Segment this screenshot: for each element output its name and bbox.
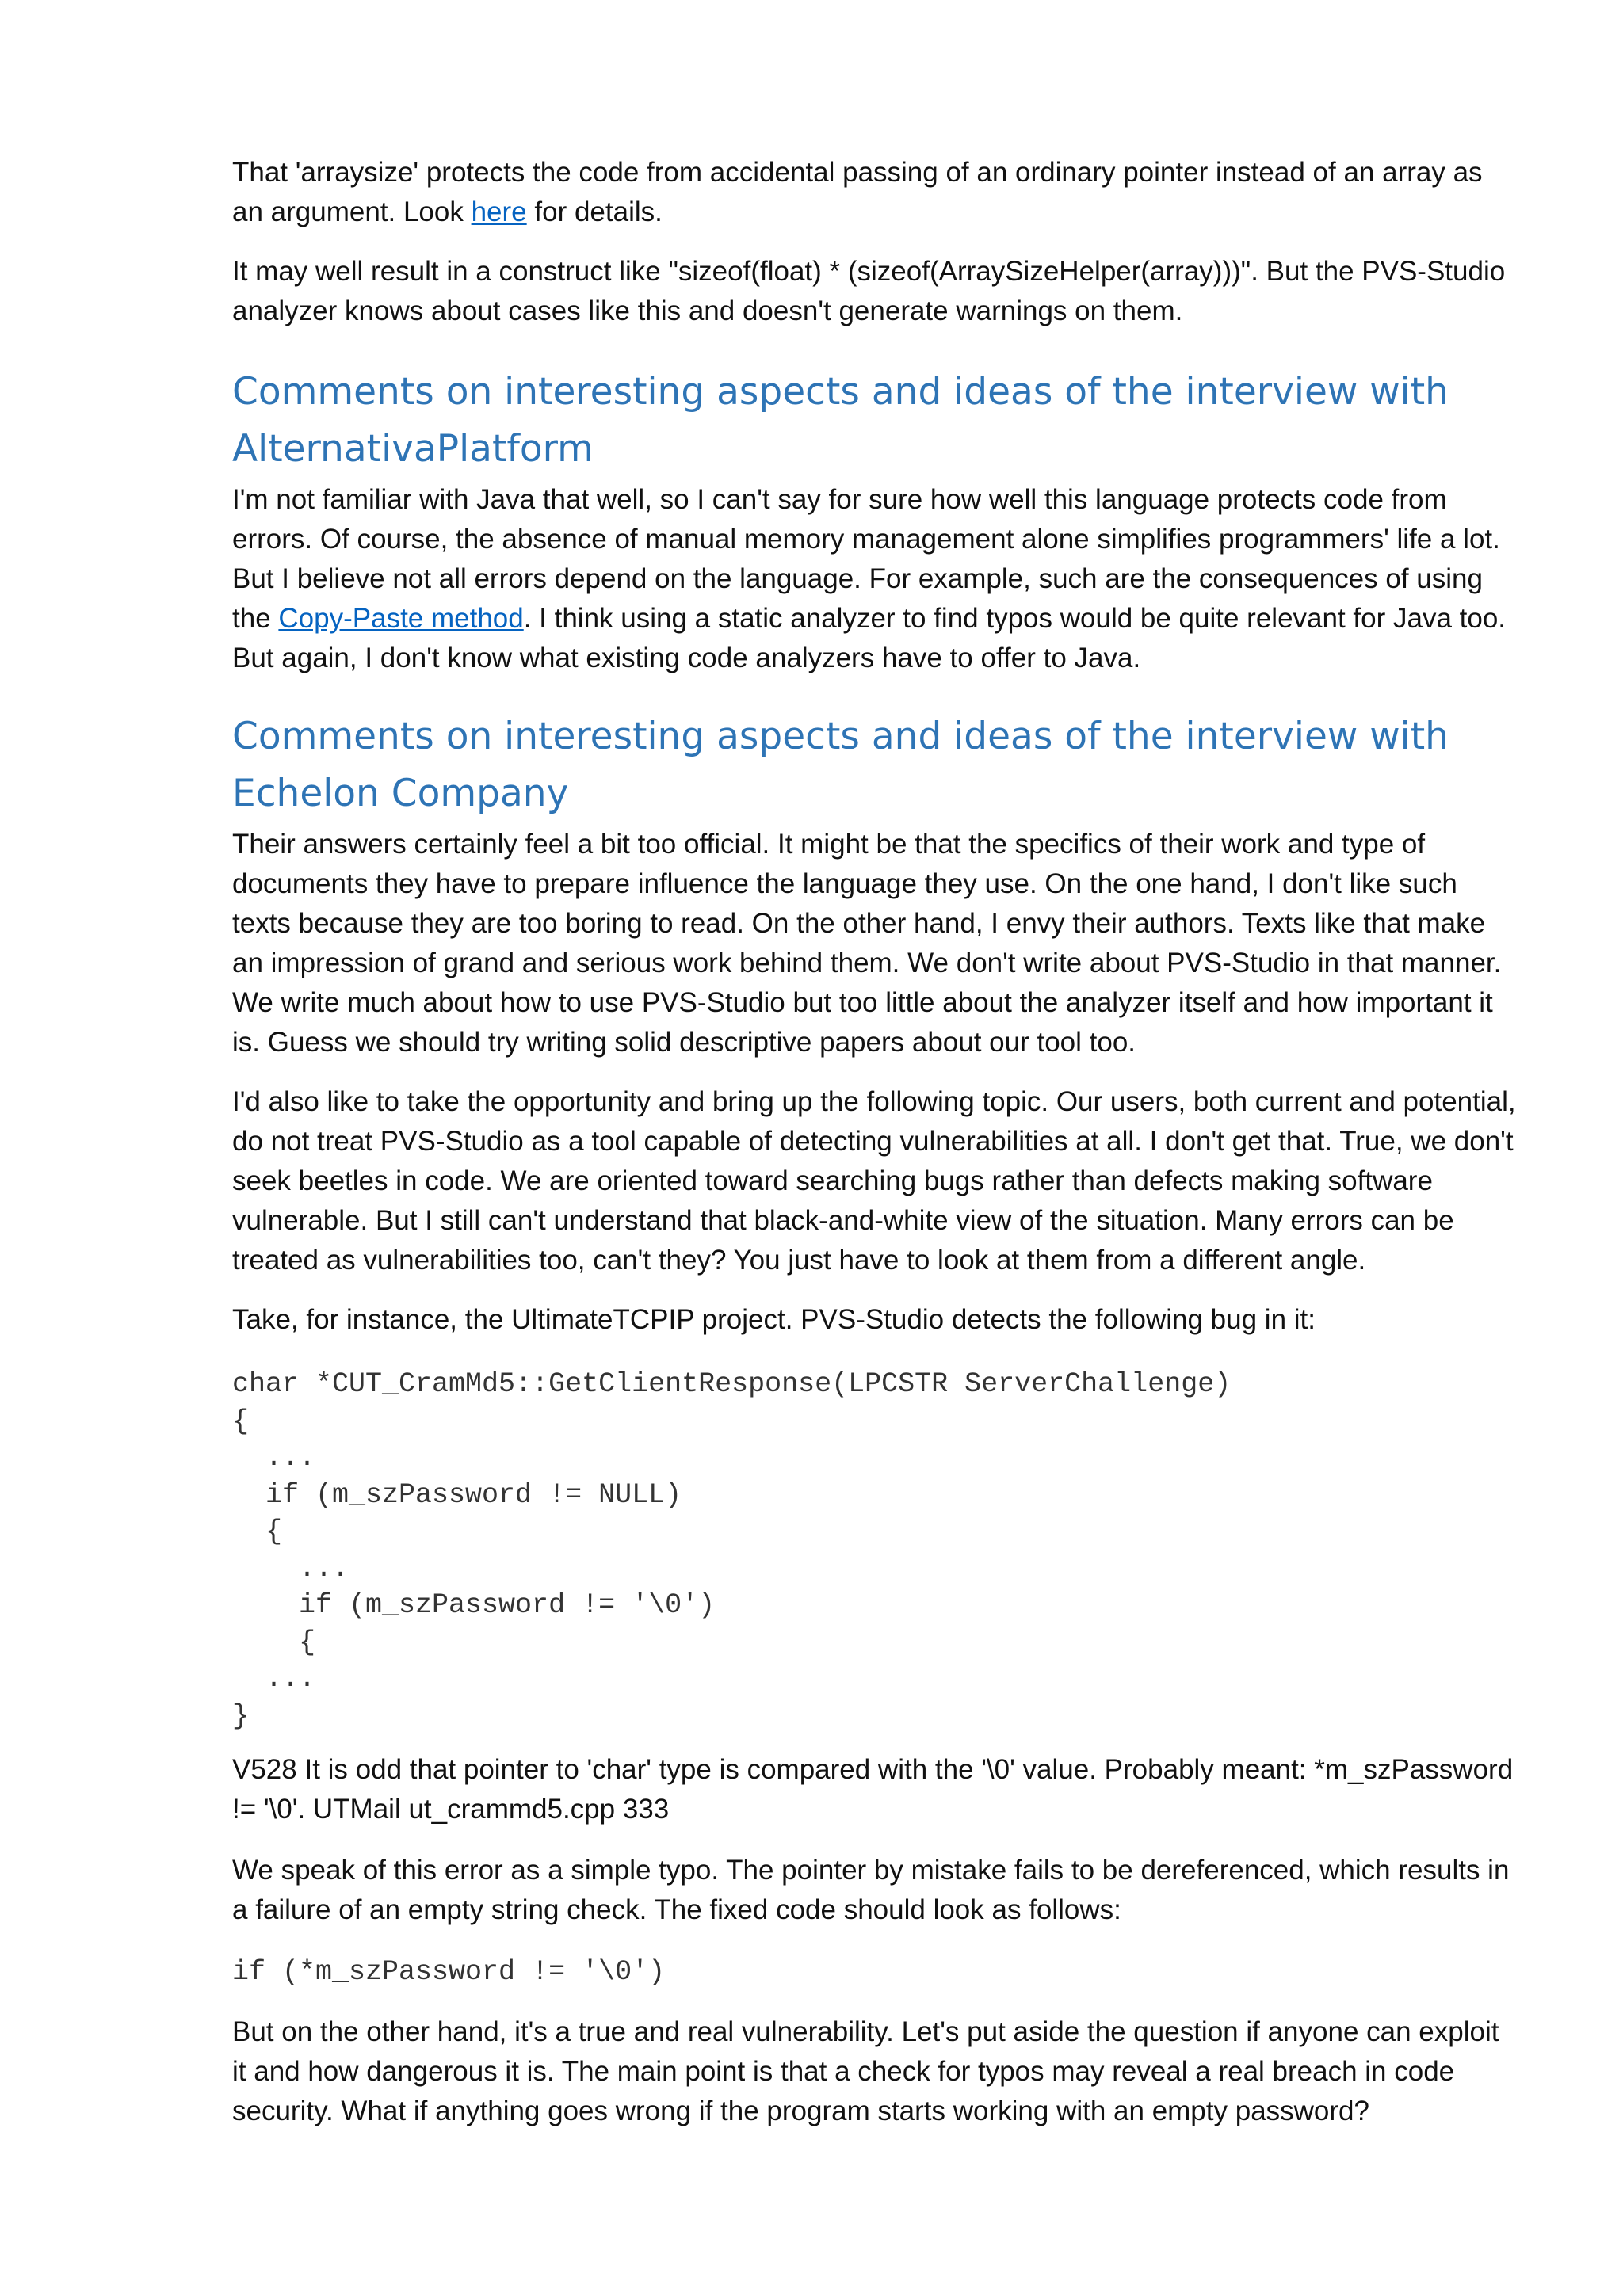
- paragraph-text: I'm not familiar with Java that well, so I can't say for sure how well this language protects code from errors. Of course, the absence of manual memory management alone simplifies programmers' life a lot. But I believe not all errors depend on the language. For example, such are the consequences of using the: [232, 484, 1500, 634]
- paragraph-java: [232, 480, 1516, 678]
- paragraph-arraysize: [232, 153, 1516, 232]
- code-line: if (m_szPassword != '\0'): [232, 1589, 716, 1621]
- heading-echelon: [232, 708, 1516, 822]
- paragraph-text: for details.: [526, 196, 663, 227]
- code-line: {: [232, 1516, 283, 1547]
- code-line: ...: [232, 1552, 349, 1585]
- code-line: if (m_szPassword != NULL): [232, 1478, 682, 1511]
- paragraph-real-vulnerability: But on the other hand, it's a true and real vulnerability. Let's put aside the question if anyone can exploit it and how dangerous it is. The main point is that a check for typos may reveal a real breach in code security. What if anything goes wrong if the program starts working with an empty password?: [232, 2016, 1499, 2126]
- paragraph-typo: We speak of this error as a simple typo. The pointer by mistake fails to be dereferenced, which results in a failure of an empty string check. The fixed code should look as follows:: [232, 1855, 1510, 1925]
- heading-line: AlternativaPlatform: [232, 427, 594, 471]
- heading-line: Echelon Company: [232, 772, 569, 815]
- code-line: {: [232, 1405, 250, 1437]
- paragraph-text: That 'arraysize' protects the code from accidental passing of an ordinary pointer instead of an array as an argument. Look: [232, 157, 1483, 227]
- code-block-getclientresponse: [232, 1366, 1516, 1734]
- here-link[interactable]: here: [471, 196, 527, 227]
- code-line: char *CUT_CramMd5::GetClientResponse(LPCSTR ServerChallenge): [232, 1368, 1232, 1400]
- heading-alternativa: [232, 364, 1516, 478]
- paragraph-official-answers: Their answers certainly feel a bit too official. It might be that the specifics of their work and type of documents they have to prepare influence the language they use. On the one hand, I don't like such texts because they are too boring to read. On the other hand, I envy their authors. Texts like that make an impression of grand and serious work behind them. We don't write about PVS-Studio in that manner. We write much about how to use PVS-Studio but too little about the analyzer itself and how important it is. Guess we should try writing solid descriptive papers about our tool too.: [232, 829, 1502, 1058]
- paragraph-sizeof: It may well result in a construct like "sizeof(float) * (sizeof(ArraySizeHelper(array)))". But the PVS-Studio analyzer knows about cases like this and doesn't generate warnings on them.: [232, 256, 1506, 326]
- code-line: }: [232, 1699, 250, 1732]
- paragraph-text: . I think using a static analyzer to find typos would be quite relevant for Java too. But again, I don't know what existing code analyzers have to offer to Java.: [232, 603, 1507, 673]
- paragraph-v528-warning: V528 It is odd that pointer to 'char' type is compared with the '\0' value. Probably meant: *m_szPassword != '\0'. UTMail ut_crammd5.cpp 333: [232, 1754, 1514, 1825]
- heading-line: Comments on interesting aspects and ideas of the interview with: [232, 370, 1449, 414]
- code-block-fixed: if (*m_szPassword != '\0'): [232, 1956, 666, 1988]
- code-line: ...: [232, 1663, 316, 1695]
- heading-line: Comments on interesting aspects and ideas of the interview with: [232, 715, 1449, 758]
- paragraph-ultimatetcpip: Take, for instance, the UltimateTCPIP project. PVS-Studio detects the following bug in it:: [232, 1304, 1316, 1335]
- copy-paste-method-link[interactable]: Copy-Paste method: [278, 603, 524, 634]
- code-line: {: [232, 1626, 316, 1658]
- paragraph-vulnerabilities: I'd also like to take the opportunity and bring up the following topic. Our users, both current and potential, do not treat PVS-Studio as a tool capable of detecting vulnerabilities at all. I don't get that. True, we don't seek beetles in code. We are oriented toward searching bugs rather than defects making software vulnerable. But I still can't understand that black-and-white view of the situation. Many errors can be treated as vulnerabilities too, can't they? You just have to look at them from a different angle.: [232, 1086, 1516, 1276]
- code-line: ...: [232, 1442, 316, 1474]
